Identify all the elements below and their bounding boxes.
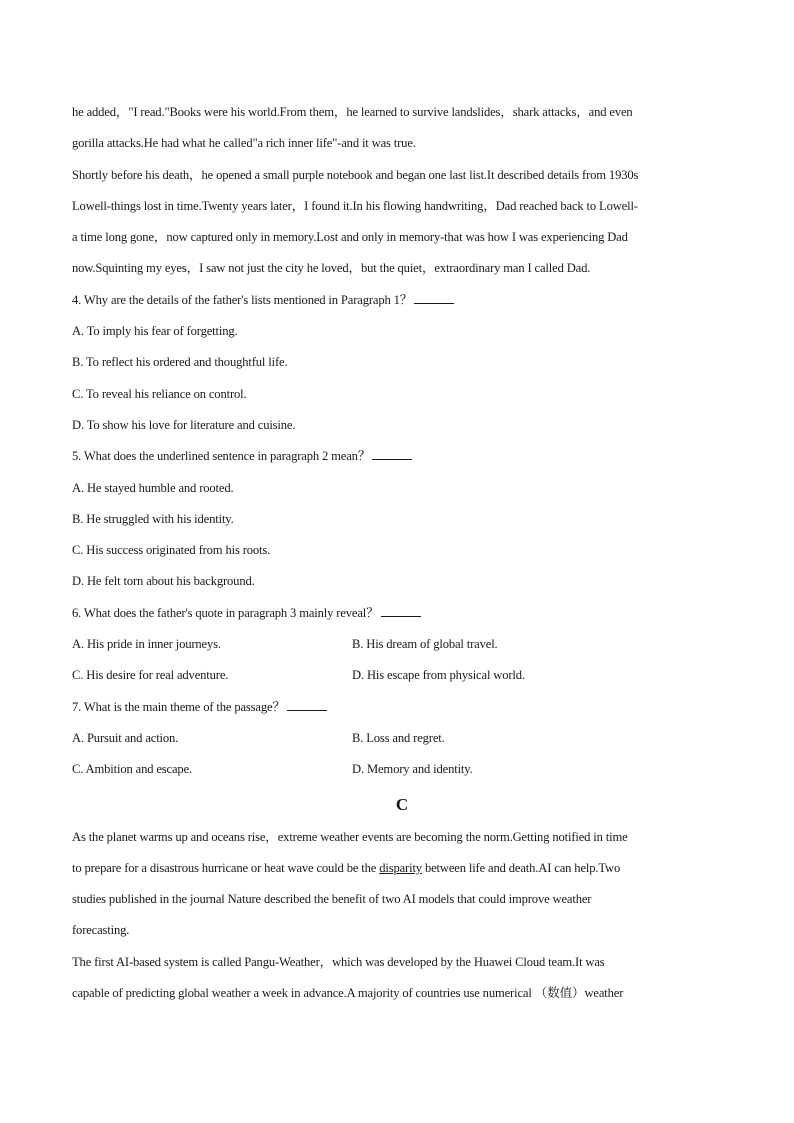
passage-line: The first AI-based system is called Pangu-Weather，which was developed by the Huawei Cloud team.It was [72,954,605,969]
question-stem: 6. What does the father's quote in paragraph 3 mainly reveal？ [72,602,732,633]
passage-line: Lowell-things lost in time.Twenty years later，I found it.In his flowing handwriting，Dad reached back to Lowell- [72,198,638,213]
option-row [72,727,732,758]
option-d: D. To show his love for literature and cuisine. [72,417,296,432]
option-a: A. Pursuit and action. [72,730,179,745]
option-d: D. His escape from physical world. [352,668,525,683]
passage-line: capable of predicting global weather a week in advance.A majority of countries use numerical （数值）weather [72,986,624,1001]
question-5 [72,445,732,601]
question-stem: 4. Why are the details of the father's lists mentioned in Paragraph 1？ [72,289,732,320]
passage-b-tail [72,101,732,289]
option-a: A. He stayed humble and rooted. [72,480,234,495]
option-c: C. His desire for real adventure. [72,668,229,683]
passage-line: Shortly before his death，he opened a small purple notebook and began one last list.It described details from 1930s [72,167,639,182]
passage-line: now.Squinting my eyes，I saw not just the city he loved，but the quiet，extraordinary man I called Dad. [72,261,591,276]
option-row [72,633,732,664]
passage-line: forecasting. [72,923,130,938]
question-4 [72,289,732,445]
question-stem: 7. What is the main theme of the passage？ [72,696,732,727]
question-6 [72,602,732,696]
option-row [72,664,732,695]
question-7 [72,696,732,790]
question-stem: 5. What does the underlined sentence in paragraph 2 mean？ [72,445,732,476]
option-c: C. Ambition and escape. [72,762,193,777]
option-b: B. To reflect his ordered and thoughtful life. [72,355,288,370]
passage-line: studies published in the journal Nature described the benefit of two AI models that could improve weather [72,892,592,907]
option-c: C. His success originated from his roots. [72,543,271,558]
answer-blank[interactable] [287,698,327,711]
document-page [72,101,732,1013]
answer-blank[interactable] [381,604,421,617]
option-a: A. His pride in inner journeys. [72,637,221,652]
passage-line: As the planet warms up and oceans rise，extreme weather events are becoming the norm.Getting notified in time [72,829,628,844]
passage-line: to prepare for a disastrous hurricane or heat wave could be the disparity between life and death.AI can help.Two [72,860,621,875]
passage-line: gorilla attacks.He had what he called"a rich inner life"-and it was true. [72,136,416,151]
answer-blank[interactable] [414,291,454,304]
option-d: D. He felt torn about his background. [72,574,255,589]
passage-c [72,826,732,1014]
option-d: D. Memory and identity. [352,762,473,777]
option-c: C. To reveal his reliance on control. [72,386,247,401]
section-heading: C [395,794,409,814]
answer-blank[interactable] [372,447,412,460]
option-b: B. Loss and regret. [352,730,445,745]
underlined-word: disparity [379,860,422,875]
option-a: A. To imply his fear of forgetting. [72,324,238,339]
option-row [72,758,732,789]
passage-line: a time long gone，now captured only in memory.Lost and only in memory-that was how I was experiencing Dad [72,230,628,245]
option-b: B. His dream of global travel. [352,637,498,652]
passage-line: he added，"I read."Books were his world.From them，he learned to survive landslides，shark attacks，and even [72,105,633,119]
option-b: B. He struggled with his identity. [72,511,234,526]
